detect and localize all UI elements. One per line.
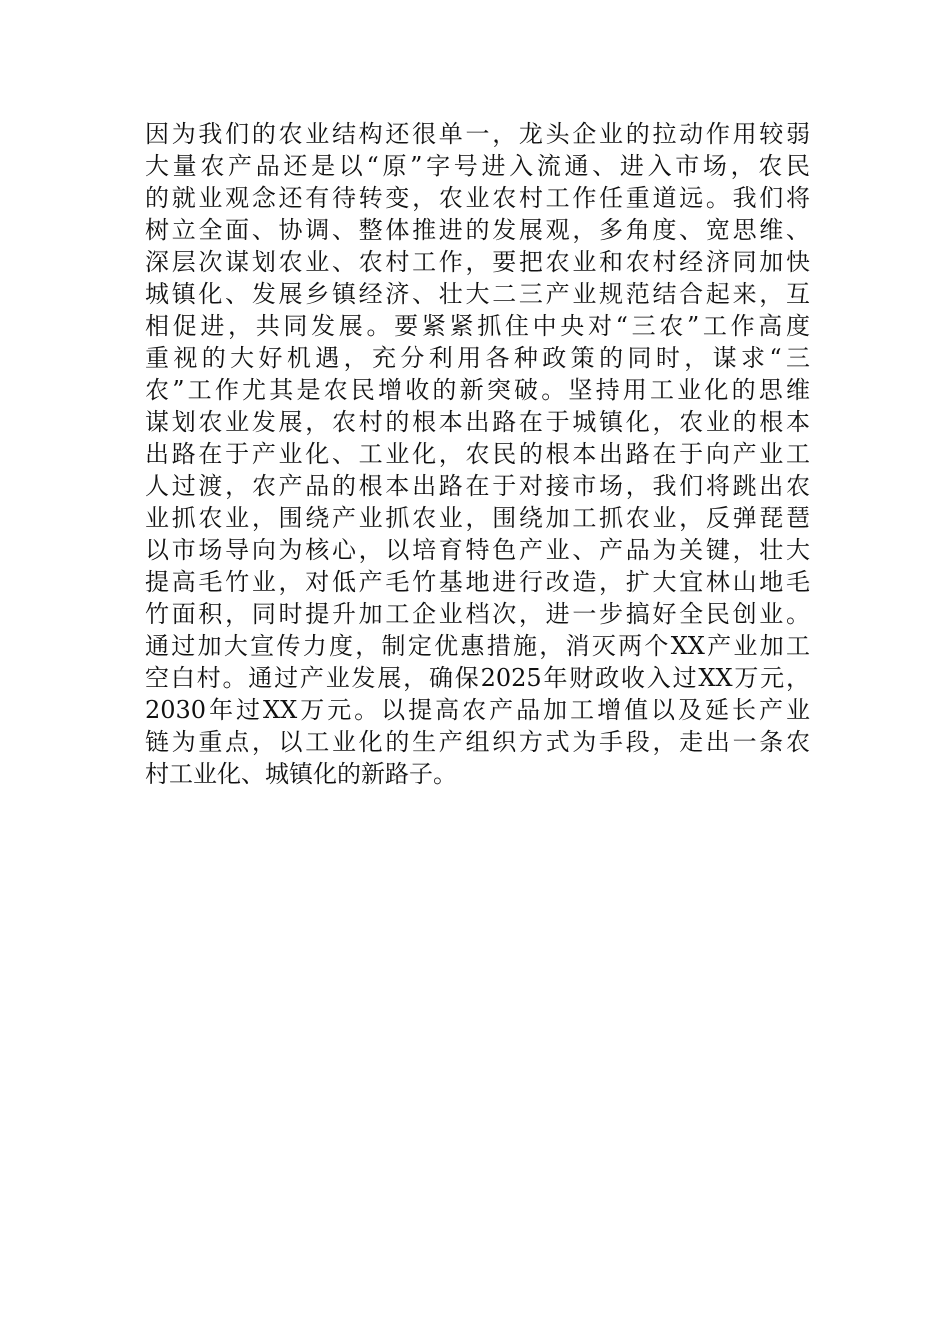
- text-line: 因为我们的农业结构还很单一，龙头企业的拉动作用较弱: [145, 120, 810, 148]
- text-line: 的就业观念还有待转变，农业农村工作任重道远。我们将: [145, 184, 810, 212]
- text-line: 人过渡，农产品的根本出路在于对接市场，我们将跳出农: [145, 472, 810, 500]
- text-line: 出路在于产业化、工业化，农民的根本出路在于向产业工: [145, 440, 810, 468]
- text-line: 大量农产品还是以“原”字号进入流通、进入市场，农民: [145, 152, 810, 180]
- text-line: 树立全面、协调、整体推进的发展观，多角度、宽思维、: [145, 216, 810, 244]
- text-line: 以市场导向为核心，以培育特色产业、产品为关键，壮大: [145, 536, 810, 564]
- text-line: 重视的大好机遇，充分利用各种政策的同时，谋求“三: [145, 344, 810, 372]
- text-line: 提高毛竹业，对低产毛竹基地进行改造，扩大宜林山地毛: [145, 568, 810, 596]
- text-line: 空白村。通过产业发展，确保2025年财政收入过XX万元，: [145, 664, 810, 692]
- text-line: 农”工作尤其是农民增收的新突破。坚持用工业化的思维: [145, 376, 810, 404]
- text-line: 谋划农业发展，农村的根本出路在于城镇化，农业的根本: [145, 408, 810, 436]
- text-line: 竹面积，同时提升加工企业档次，进一步搞好全民创业。: [145, 600, 810, 628]
- text-line: 通过加大宣传力度，制定优惠措施，消灭两个XX产业加工: [145, 632, 810, 660]
- text-line: 深层次谋划农业、农村工作，要把农业和农村经济同加快: [145, 248, 810, 276]
- text-line: 村工业化、城镇化的新路子。: [145, 760, 457, 788]
- text-line: 链为重点，以工业化的生产组织方式为手段，走出一条农: [145, 728, 810, 756]
- text-line: 业抓农业，围绕产业抓农业，围绕加工抓农业，反弹琵琶: [145, 504, 810, 532]
- text-line: 相促进，共同发展。要紧紧抓住中央对“三农”工作高度: [145, 312, 810, 340]
- text-line: 2030年过XX万元。以提高农产品加工增值以及延长产业: [145, 696, 810, 724]
- body-paragraph: [145, 118, 810, 790]
- text-line: 城镇化、发展乡镇经济、壮大二三产业规范结合起来，互: [145, 280, 810, 308]
